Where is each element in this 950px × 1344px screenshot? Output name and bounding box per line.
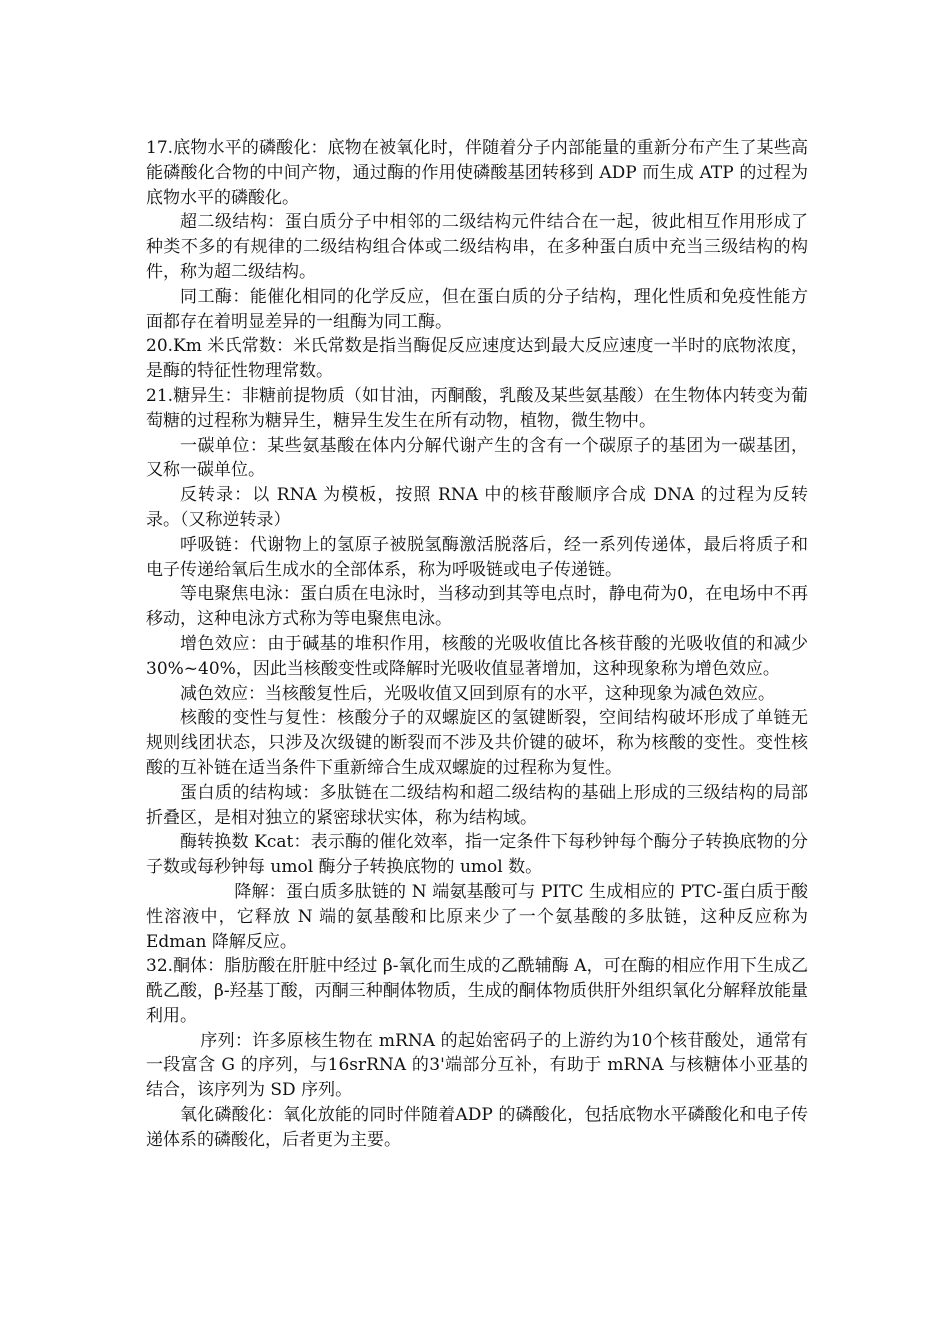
para-gluconeogenesis: 21.糖异生：非糖前提物质（如甘油，丙酮酸，乳酸及某些氨基酸）在生物体内转变为葡萄糖的过程称为糖异生，糖异生发生在所有动物，植物，微生物中。 xyxy=(146,385,808,431)
para-respiratory-chain: 呼吸链：代谢物上的氢原子被脱氢酶激活脱落后，经一系列传递体，最后将质子和电子传递给氧后生成水的全部体系，称为呼吸链或电子传递链。 xyxy=(146,534,808,580)
para-hyperchromic-effect: 增色效应：由于碱基的堆积作用，核酸的光吸收值比各核苷酸的光吸收值的和减少30%~40%，因此当核酸变性或降解时光吸收值显著增加，这种现象称为增色效应。 xyxy=(146,633,808,679)
para-edman-degradation: 降解：蛋白质多肽链的 N 端氨基酸可与 PITC 生成相应的 PTC-蛋白质于酸性溶液中，它释放 N 端的氨基酸和比原来少了一个氨基酸的多肽链，这种反应称为 Edman 降解反应。 xyxy=(146,881,808,952)
para-isoenzyme: 同工酶：能催化相同的化学反应，但在蛋白质的分子结构，理化性质和免疫性能方面都存在着明显差异的一组酶为同工酶。 xyxy=(146,286,808,332)
document-body xyxy=(146,136,808,1153)
para-km-constant: 20.Km 米氏常数：米氏常数是指当酶促反应速度达到最大反应速度一半时的底物浓度，是酶的特征性物理常数。 xyxy=(146,336,808,382)
para-ketone-bodies: 32.酮体：脂肪酸在肝脏中经过 β-氧化而生成的乙酰辅酶 A，可在酶的相应作用下生成乙酰乙酸，β-羟基丁酸，丙酮三种酮体物质，生成的酮体物质供肝外组织氧化分解释放能量利用。 xyxy=(146,956,808,1026)
para-hypochromic-effect: 减色效应：当核酸复性后，光吸收值又回到原有的水平，这种现象为减色效应。 xyxy=(180,683,775,704)
para-supersecondary-structure: 超二级结构：蛋白质分子中相邻的二级结构元件结合在一起，彼此相互作用形成了种类不多的有规律的二级结构组合体或二级结构串，在多种蛋白质中充当三级结构的构件，称为超二级结构。 xyxy=(146,212,808,282)
para-kcat: 酶转换数 Kcat：表示酶的催化效率，指一定条件下每秒钟每个酶分子转换底物的分子数或每秒钟每 umol 酶分子转换底物的 umol 数。 xyxy=(146,832,808,878)
para-substrate-level-phosphorylation: 17.底物水平的磷酸化：底物在被氧化时，伴随着分子内部能量的重新分布产生了某些高能磷酸化合物的中间产物，通过酶的作用使磷酸基团转移到 ADP 而生成 ATP 的过程为底物水平的磷酸化。 xyxy=(146,138,808,208)
para-oxidative-phosphorylation: 氧化磷酸化：氧化放能的同时伴随着ADP 的磷酸化，包括底物水平磷酸化和电子传递体系的磷酸化，后者更为主要。 xyxy=(146,1105,808,1150)
para-isoelectric-focusing: 等电聚焦电泳：蛋白质在电泳时，当移动到其等电点时，静电荷为0，在电场中不再移动，这种电泳方式称为等电聚焦电泳。 xyxy=(146,584,808,630)
para-reverse-transcription: 反转录：以 RNA 为模板，按照 RNA 中的核苷酸顺序合成 DNA 的过程为反转录。（又称逆转录） xyxy=(146,485,808,530)
para-one-carbon-unit: 一碳单位：某些氨基酸在体内分解代谢产生的含有一个碳原子的基团为一碳基团，又称一碳单位。 xyxy=(146,435,808,481)
para-sd-sequence: 序列：许多原核生物在 mRNA 的起始密码子的上游约为10个核苷酸处，通常有一段富含 G 的序列，与16srRNA 的3'端部分互补，有助于 mRNA 与核糖体小亚基的结合，该序列为 SD 序列。 xyxy=(146,1030,808,1101)
para-protein-domain: 蛋白质的结构域：多肽链在二级结构和超二级结构的基础上形成的三级结构的局部折叠区，是相对独立的紧密球状实体，称为结构域。 xyxy=(146,782,808,828)
para-denaturation-renaturation: 核酸的变性与复性：核酸分子的双螺旋区的氢键断裂，空间结构破坏形成了单链无规则线团状态，只涉及次级键的断裂而不涉及共价键的破坏，称为核酸的变性。变性核酸的互补链在适当条件下重新缔合生成双螺旋的过程称为复性。 xyxy=(146,708,808,778)
